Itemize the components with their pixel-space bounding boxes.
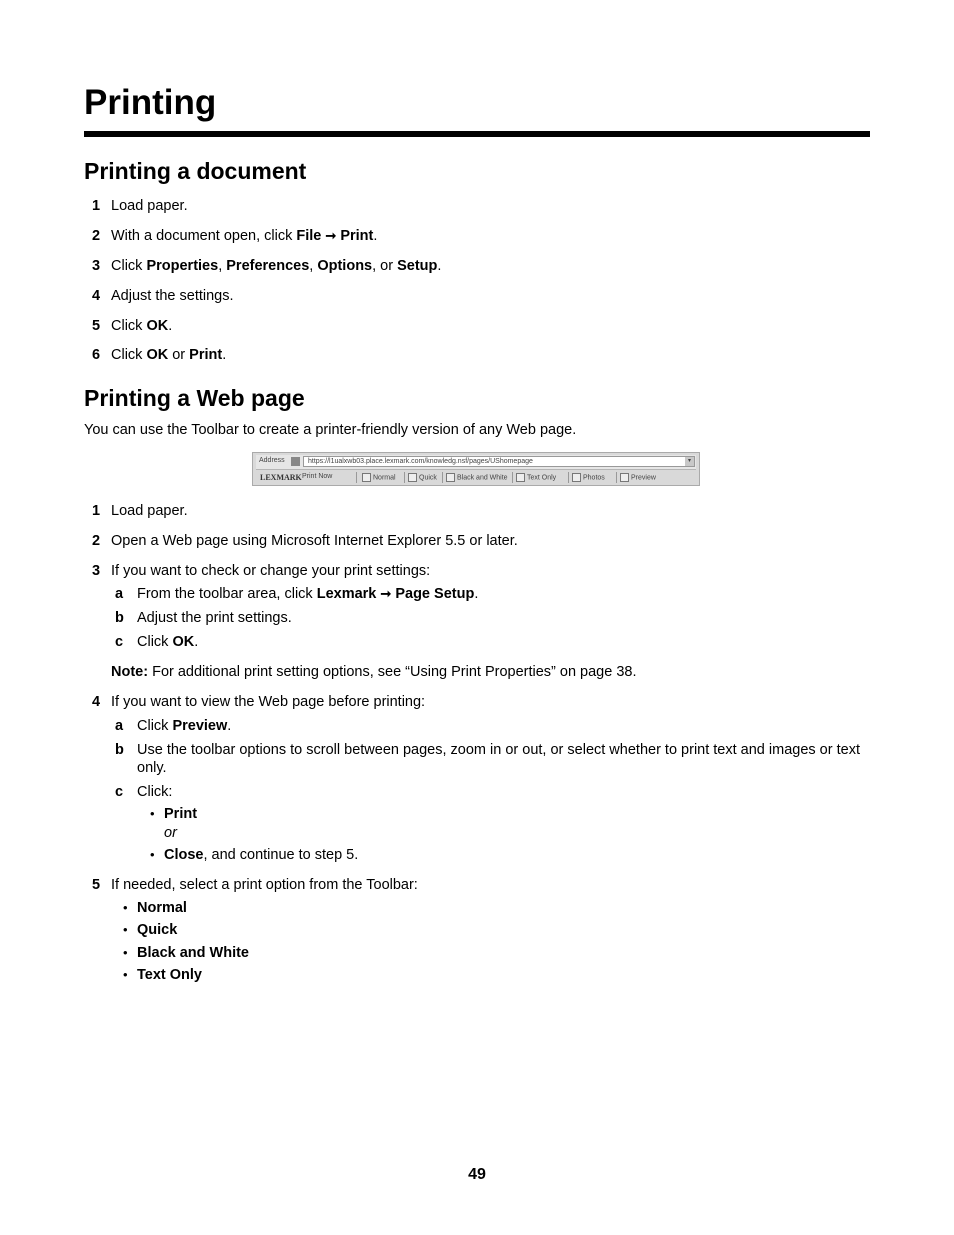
- step-text: With a document open, click File ➞ Print.: [111, 228, 378, 244]
- bullet-icon: •: [150, 806, 155, 821]
- address-url: https://l1ualxwb03.place.lexmark.com/knowledg.nsf/pages/UShomepage: [308, 458, 533, 465]
- step-number: 2: [92, 228, 101, 244]
- bullet-icon: •: [123, 945, 128, 960]
- toolbar-quick: Quick: [408, 473, 437, 482]
- substep-letter: b: [115, 610, 124, 626]
- bullet-icon: •: [150, 847, 155, 862]
- step-number: 1: [92, 198, 101, 214]
- note-label: Note:: [111, 664, 149, 680]
- toolbar-divider: [616, 472, 617, 483]
- toolbar-photos: Photos: [572, 473, 605, 482]
- toolbar-normal: Normal: [362, 473, 396, 482]
- chevron-down-icon: ▾: [685, 457, 694, 466]
- step-number: 4: [92, 288, 101, 304]
- bullet-icon: •: [123, 900, 128, 915]
- section-heading-printing-document: Printing a document: [84, 158, 307, 184]
- toolbar-divider: [512, 472, 513, 483]
- step-number: 3: [92, 258, 101, 274]
- step-text: Adjust the settings.: [111, 288, 234, 304]
- step-text: If you want to check or change your print settings:: [111, 563, 431, 579]
- or-text: or: [164, 825, 177, 841]
- step-text: Load paper.: [111, 503, 188, 519]
- substep-text: Use the toolbar options to scroll between pages, zoom in or out, or select whether to print text and images or text only.: [137, 742, 860, 776]
- step-number: 5: [92, 877, 101, 893]
- intro-text: You can use the Toolbar to create a printer-friendly version of any Web page.: [84, 422, 577, 438]
- print-option-quick: Quick: [137, 922, 178, 938]
- step-text: Click Properties, Preferences, Options, or Setup.: [111, 258, 442, 274]
- bullet-icon: •: [123, 967, 128, 982]
- toolbar-black-white: Black and White: [446, 473, 508, 482]
- title-rule: [84, 131, 870, 137]
- step-number: 6: [92, 347, 101, 363]
- address-bar: [256, 455, 696, 470]
- page-number: 49: [468, 1166, 486, 1183]
- toolbar-divider: [404, 472, 405, 483]
- page-icon: [291, 457, 300, 466]
- substep-text: Click OK.: [137, 634, 199, 650]
- toolbar-screenshot: [252, 452, 700, 486]
- page-title: Printing: [84, 83, 217, 122]
- substep-text: From the toolbar area, click Lexmark ➞ Page Setup.: [137, 586, 479, 602]
- arrow-icon: ➞: [325, 228, 337, 243]
- substep-letter: b: [115, 742, 124, 758]
- substep-letter: a: [115, 586, 124, 602]
- step-text: If needed, select a print option from the Toolbar:: [111, 877, 418, 893]
- substep-text: Click Preview.: [137, 718, 232, 734]
- toolbar-print-now: Print Now: [302, 473, 333, 480]
- menu-print: Print: [340, 228, 374, 244]
- toolbar-preview: Preview: [620, 473, 656, 482]
- toolbar-divider: [356, 472, 357, 483]
- toolbar-divider: [442, 472, 443, 483]
- step-text: If you want to view the Web page before printing:: [111, 694, 426, 710]
- step-text: Click OK.: [111, 318, 173, 334]
- step-number: 4: [92, 694, 101, 710]
- step-number: 1: [92, 503, 101, 519]
- address-label: Address: [259, 457, 285, 464]
- note: Note: For additional print setting options, see “Using Print Properties” on page 38.: [111, 664, 637, 680]
- address-input: [303, 456, 695, 467]
- black-white-icon: [446, 473, 455, 482]
- step-number: 3: [92, 563, 101, 579]
- menu-file: File: [296, 228, 322, 244]
- step-text: Click OK or Print.: [111, 347, 227, 363]
- step-number: 5: [92, 318, 101, 334]
- lexmark-toolbar: [256, 471, 696, 484]
- print-option-normal: Normal: [137, 900, 187, 916]
- lexmark-logo: LEXMARK: [260, 473, 302, 482]
- preview-icon: [620, 473, 629, 482]
- section-heading-printing-web-page: Printing a Web page: [84, 385, 305, 411]
- substep-letter: c: [115, 784, 124, 800]
- step-text: Load paper.: [111, 198, 188, 214]
- normal-icon: [362, 473, 371, 482]
- step-text: Open a Web page using Microsoft Internet Explorer 5.5 or later.: [111, 533, 518, 549]
- photos-icon: [572, 473, 581, 482]
- toolbar-text-only: Text Only: [516, 473, 556, 482]
- text-only-icon: [516, 473, 525, 482]
- option-print: Print: [164, 806, 198, 822]
- option-close: Close, and continue to step 5.: [164, 847, 359, 863]
- print-option-black-white: Black and White: [137, 945, 249, 961]
- step-number: 2: [92, 533, 101, 549]
- substep-letter: c: [115, 634, 124, 650]
- substep-text: Adjust the print settings.: [137, 610, 292, 626]
- print-option-text-only: Text Only: [137, 967, 202, 983]
- bullet-icon: •: [123, 922, 128, 937]
- arrow-icon: ➞: [380, 586, 392, 601]
- substep-text: Click:: [137, 784, 173, 800]
- toolbar-divider: [568, 472, 569, 483]
- substep-letter: a: [115, 718, 124, 734]
- quick-icon: [408, 473, 417, 482]
